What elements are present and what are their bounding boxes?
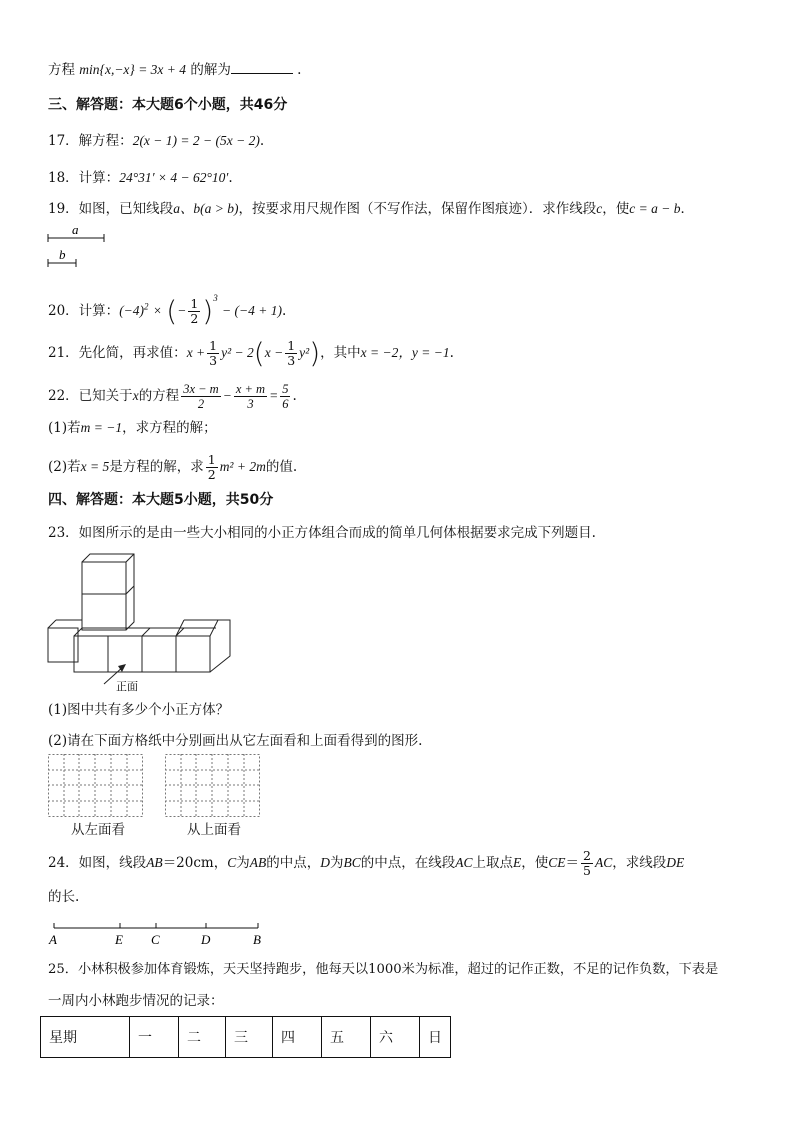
q20-exp1: 2 [144, 301, 149, 312]
q22-p2-mid: 是方程的解，求 [109, 459, 204, 475]
question-25-line2: 一周内小林跑步情况的记录： [48, 993, 224, 1009]
q21-frac1 [207, 339, 219, 368]
question-23: 23．如图所示的是由一些大小相同的小正方体组合而成的简单几何体根据要求完成下列题目. [48, 525, 596, 541]
question-18 [48, 168, 233, 188]
grid-left-view [48, 754, 144, 818]
q17-expression: 2(x − 1) = 2 − (5x − 2) [132, 133, 260, 148]
q18-end: . [228, 170, 233, 186]
cube-front-3 [142, 636, 176, 672]
table-header-cell: 星期 [41, 1017, 130, 1058]
q22-end: . [292, 388, 297, 404]
q24-t2: 为 [236, 855, 250, 871]
table-cell-day: 一 [130, 1017, 179, 1058]
front-label: 正面 [116, 681, 138, 693]
q22-d2: 3 [247, 397, 254, 411]
q20-den: 2 [190, 311, 199, 326]
table-cell-day: 三 [226, 1017, 273, 1058]
q21-n2: 1 [287, 338, 296, 353]
q24-len: ＝20cm， [162, 855, 228, 871]
cube-front-4 [176, 636, 210, 672]
q22-p1-expr: m = −1 [80, 420, 123, 435]
q21-a: x + [186, 345, 206, 360]
question-25-line1: 25．小林积极参加体育锻炼，天天坚持跑步，他每天以1000米为标准，超过的记作正数，不足的记作负数，下表是 [48, 962, 719, 977]
q22-p2-n: 1 [207, 452, 216, 467]
q24-d-den: 5 [583, 863, 591, 878]
section-3-heading: 三、解答题：本大题6个小题，共46分 [48, 97, 288, 113]
q19-text: 19．如图，已知线段 [48, 201, 174, 217]
q16-expression: min{x,−x} = 3x + 4 [79, 62, 187, 77]
q24-t4: 为 [330, 855, 344, 871]
q24-t8: ＝ [565, 855, 580, 871]
q19-end: ． [680, 201, 695, 217]
q16-end: . [297, 62, 302, 78]
segments-a-b-figure [44, 222, 114, 268]
q22-minus: − [222, 388, 232, 403]
q16-prefix: 方程 [48, 62, 75, 78]
q24-line2: 的长. [48, 889, 80, 905]
cube-column-edge-1 [126, 554, 134, 562]
q21-end: . [449, 345, 454, 361]
q18-text: 18．计算： [48, 170, 120, 186]
q22-p2-frac [206, 453, 218, 482]
q24-de: DE [666, 855, 685, 870]
table-cell-day: 五 [322, 1017, 371, 1058]
q22-frac3 [280, 382, 290, 411]
q21-d2: 3 [287, 353, 296, 368]
cube-middle [82, 594, 126, 630]
section-4-heading: 四、解答题：本大题5小题，共50分 [48, 492, 274, 508]
question-19 [48, 199, 694, 219]
q24-ab: AB [146, 855, 163, 870]
point-e-label: E [115, 932, 123, 947]
question-24 [48, 849, 684, 878]
cube-top-edge-4 [176, 628, 184, 636]
q21-text: 21．先化简，再求值： [48, 345, 187, 361]
point-d-label: D [201, 932, 211, 947]
q19-c: c [596, 201, 603, 216]
segment-b-label: b [59, 247, 66, 262]
q16-suffix: 的解为 [190, 62, 231, 78]
q20-exp2: 3 [213, 293, 218, 303]
q24-bc: BC [343, 855, 361, 870]
q22-d3: 6 [282, 397, 289, 411]
q21-d1: 3 [209, 353, 218, 368]
q22-p2-expr: x = 5 [80, 459, 110, 474]
q20-paren-close: ) [202, 294, 214, 328]
q18-expression: 24°31′ × 4 − 62°10′ [119, 170, 229, 185]
q22-p2-d: 2 [207, 467, 216, 482]
q20-num: 1 [190, 296, 199, 311]
running-record-table [40, 1016, 451, 1058]
q19-mid2: ，使 [602, 201, 630, 217]
cube-front-2 [108, 636, 142, 672]
table-cell-day: 六 [371, 1017, 420, 1058]
q24-d: D [320, 855, 330, 870]
q21-where: ，其中 [320, 345, 361, 361]
table-cell-day: 二 [179, 1017, 226, 1058]
q22-frac1 [181, 382, 221, 411]
q24-ab2: AB [249, 855, 267, 870]
q23-part2: (2)请在下面方格纸中分别画出从它左面看和上面看得到的图形. [48, 733, 423, 749]
grid-top-view [165, 754, 261, 818]
q20-paren-open: ( [166, 294, 178, 328]
q21-values: x = −2，y = −1 [360, 345, 450, 360]
q22-p1-suffix: ，求方程的解； [122, 420, 217, 436]
q21-paren-open: ( [253, 336, 265, 370]
segment-a-label: a [72, 222, 79, 237]
q22-eq: = [269, 388, 279, 403]
table-row [41, 1017, 451, 1058]
q20-part2: − (−4 + 1) [222, 303, 282, 318]
cube-top [82, 562, 126, 594]
table-cell-day: 日 [420, 1017, 451, 1058]
q20-times: × [152, 303, 162, 318]
q19-mid: ，按要求用尺规作图（不写作法，保留作图痕迹）．求作线段 [238, 201, 597, 217]
q24-ac: AC [455, 855, 473, 870]
cube-top-edge-3 [142, 628, 150, 636]
q22-d1: 2 [197, 397, 205, 411]
q22-text: 22．已知关于 [48, 388, 133, 404]
point-a-label: A [49, 932, 57, 947]
q21-c: x − [264, 345, 284, 360]
q24-ce: CE [548, 855, 566, 870]
q21-e: y² [299, 345, 310, 360]
q24-t5: 的中点，在线段 [360, 855, 456, 871]
q21-n1: 1 [209, 338, 218, 353]
segment-ab-figure [46, 920, 266, 948]
q22-p1-prefix: (1)若 [48, 420, 81, 436]
question-20 [48, 288, 286, 326]
q24-t7: ，使 [521, 855, 549, 871]
q21-paren-close: ) [309, 336, 321, 370]
q24-t9: ，求线段 [612, 855, 667, 871]
grid-left-caption: 从左面看 [71, 822, 125, 838]
q22-text2: 的方程 [138, 388, 180, 404]
q24-text: 24．如图，线段 [48, 855, 147, 871]
q24-n: 2 [583, 848, 591, 863]
question-17 [48, 131, 264, 151]
q22-part2 [48, 453, 297, 482]
question-22 [48, 382, 297, 411]
q22-p2-prefix: (2)若 [48, 459, 81, 475]
grid-top-caption: 从上面看 [187, 822, 241, 838]
q24-frac [581, 849, 593, 878]
q22-p2-suffix: 的值. [265, 459, 298, 475]
q22-p2-expr2: m² + 2m [219, 459, 266, 474]
cube-front-1 [74, 636, 108, 672]
cube-column-edge-2 [126, 586, 134, 594]
q20-end: . [281, 303, 287, 319]
point-b-label: B [253, 932, 261, 947]
q23-part1: (1)图中共有多少个小正方体？ [48, 702, 230, 718]
q22-n2: x + m [235, 382, 266, 396]
answer-blank [231, 59, 293, 74]
q19-expression2: c = a − b [629, 201, 681, 216]
q24-t3: 的中点， [266, 855, 321, 871]
q17-text: 17．解方程： [48, 133, 133, 149]
cube-figure [44, 548, 244, 696]
q20-part1: (−4) [119, 303, 145, 318]
point-c-label: C [151, 932, 160, 947]
q20-minus: − [177, 303, 187, 318]
cube-back-left-edge-1 [48, 620, 56, 628]
q22-n3: 5 [282, 382, 289, 396]
question-21 [48, 336, 454, 370]
q17-end: . [259, 133, 265, 149]
q22-part1 [48, 418, 217, 438]
q24-e: E [513, 855, 522, 870]
q24-t6: 上取点 [472, 855, 514, 871]
q21-frac2 [285, 339, 297, 368]
q22-frac2 [234, 382, 267, 411]
table-cell-day: 四 [273, 1017, 322, 1058]
q20-text: 20．计算： [48, 303, 120, 319]
q19-expression: a、b(a > b) [173, 201, 239, 216]
q22-x: x [132, 388, 139, 403]
q24-c: C [227, 855, 237, 870]
q24-ac2: AC [595, 855, 613, 870]
q22-n1: 3x − m [183, 382, 219, 396]
q21-b: y² − 2 [221, 345, 254, 360]
q20-fraction [188, 297, 200, 326]
q16-tail [48, 59, 301, 80]
